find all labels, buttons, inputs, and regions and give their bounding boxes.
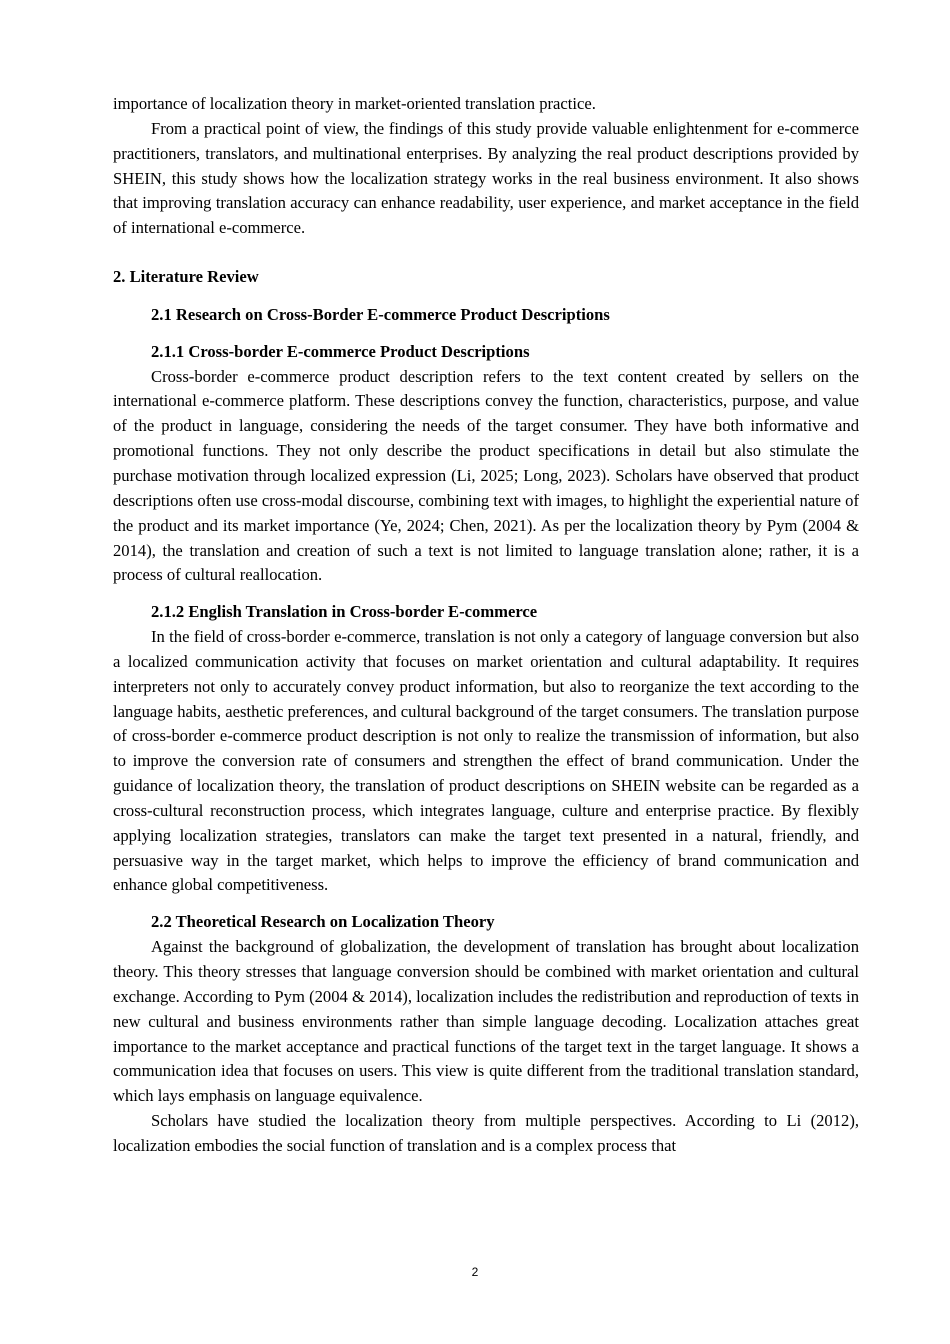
heading-section-2-2: 2.2 Theoretical Research on Localization Theory [151, 912, 495, 932]
page-number: 2 [471, 1265, 479, 1279]
paragraph-continuation: importance of localization theory in market-oriented translation practice. [113, 94, 596, 113]
paragraph-product-descriptions: Cross-border e-commerce product description refers to the text content created by sellers on the international e-commerce platform. These descriptions convey the function, characteristics, purpose, and value of the product in language, considering the needs of the target consumer. They have both informative and promotional functions. They not only describe the product specifications in detail but also stimulate the purchase motivation through localized expression (Li, 2025; Long, 2023). Scholars have observed that product descriptions often use cross-modal discourse, combining text with images, to highlight the experiential nature of the product and its market importance (Ye, 2024; Chen, 2021). As per the localization theory by Pym (2004 & 2014), the translation and creation of such a text is not limited to language translation alone; rather, it is a process of cultural reallocation. [113, 366, 859, 585]
heading-literature-review: 2. Literature Review [113, 267, 259, 287]
heading-section-2-1: 2.1 Research on Cross-Border E-commerce Product Descriptions [151, 304, 610, 324]
paragraph-practical-view: From a practical point of view, the findings of this study provide valuable enlightenment for e-commerce practitioners, translators, and multinational enterprises. By analyzing the real product descriptions provided by SHEIN, this study shows how the localization strategy works in the real business environment. It also shows that improving translation accuracy can enhance readability, user experience, and market acceptance in the field of international e-commerce. [113, 118, 859, 238]
heading-section-2-1-1: 2.1.1 Cross-border E-commerce Product Descriptions [151, 341, 530, 361]
paragraph-english-translation: In the field of cross-border e-commerce, translation is not only a category of language conversion but also a localized communication activity that focuses on market orientation and cultural adaptability. It requires interpreters not only to accurately convey product information, but also to reorganize the text according to the language habits, aesthetic preferences, and cultural background of the target consumers. The translation purpose of cross-border e-commerce product description is not only to realize the transmission of information, but also to improve the conversion rate of consumers and strengthen the effect of brand communication. Under the guidance of localization theory, the translation of product descriptions on SHEIN website can be regarded as a cross-cultural reconstruction process, which integrates language, culture and enterprise practice. By flexibly applying localization strategies, translators can make the target text presented in a natural, friendly, and persuasive way in the target market, which helps to improve the efficiency of brand communication and enhance global competitiveness. [113, 627, 859, 895]
paragraph-localization-background: Against the background of globalization, the development of translation has brought about localization theory. This theory stresses that language conversion should be combined with market orientation and cultural exchange. According to Pym (2004 & 2014), localization includes the redistribution and reproduction of texts in new cultural and business environments rather than simple language decoding. Localization attaches great importance to the market acceptance and practical functions of the target text in the target language. It shows a communication idea that focuses on users. This view is quite different from the traditional translation standard, which lays emphasis on language equivalence. [113, 937, 859, 1106]
paragraph-scholars-perspectives: Scholars have studied the localization theory from multiple perspectives. According to Li (2012), localization embodies the social function of translation and is a complex process that [113, 1111, 859, 1155]
page-body [113, 92, 859, 1159]
heading-section-2-1-2: 2.1.2 English Translation in Cross-border E-commerce [151, 602, 538, 622]
